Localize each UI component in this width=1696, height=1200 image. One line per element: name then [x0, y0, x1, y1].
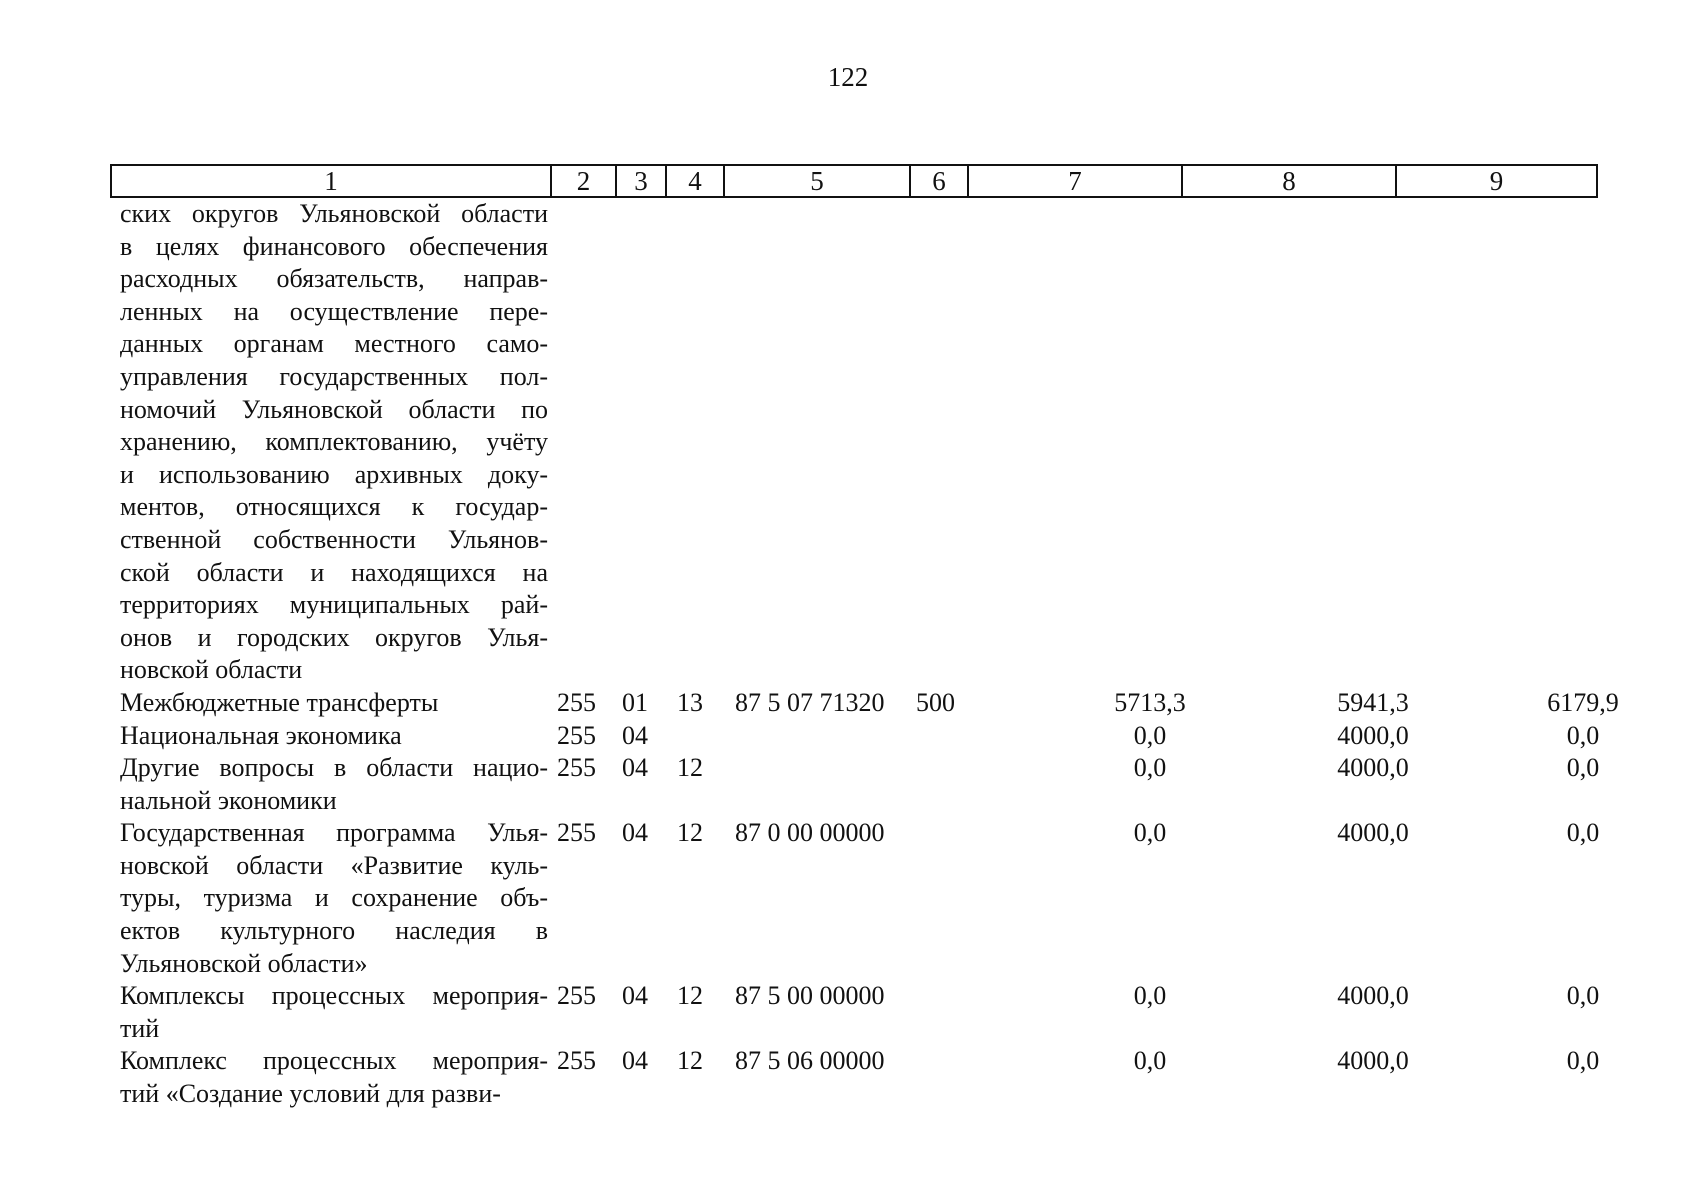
col-8-amount: 4000,0 [1337, 1046, 1409, 1076]
table-body [110, 198, 1619, 1111]
table-row [110, 980, 1598, 1045]
col-8-amount: 5941,3 [1337, 687, 1409, 717]
col-3-section: 01 [622, 687, 648, 717]
col-4-subsection: 12 [677, 981, 703, 1011]
col-7-amount: 0,0 [1133, 753, 1167, 783]
col-7-amount: 0,0 [1133, 981, 1167, 1011]
row-description [120, 1045, 548, 1110]
header-col-4: 4 [667, 166, 725, 196]
col-9-amount: 0,0 [1566, 720, 1600, 750]
col-9-amount: 0,0 [1566, 1046, 1600, 1076]
col-3-section: 04 [622, 1046, 648, 1076]
description-line: и использованию архивных доку- [120, 459, 548, 489]
table-row [110, 752, 1598, 817]
col-4-subsection: 12 [677, 1046, 703, 1076]
description-line: Ульяновской области» [120, 948, 368, 978]
col-2-code: 255 [557, 1046, 596, 1076]
col-5-target-article: 87 5 00 00000 [735, 981, 885, 1011]
description-line: в целях финансового обеспечения [120, 231, 548, 261]
description-line: ментов, относящихся к государ- [120, 492, 548, 522]
col-9-amount: 0,0 [1566, 818, 1600, 848]
description-line: тий [120, 1013, 160, 1043]
description-line: новской области [120, 655, 303, 685]
description-line: хранению, комплектованию, учёту [120, 427, 548, 457]
col-8-amount: 4000,0 [1337, 818, 1409, 848]
table-row [110, 687, 1619, 720]
col-3-section: 04 [622, 981, 648, 1011]
header-col-3: 3 [617, 166, 667, 196]
header-col-7: 7 [969, 166, 1183, 196]
description-line: территориях муниципальных рай- [120, 590, 548, 620]
col-5-target-article: 87 5 06 00000 [735, 1046, 885, 1076]
col-6-expense-type: 500 [916, 687, 955, 717]
description-line: расходных обязательств, направ- [120, 264, 548, 294]
description-line: управления государственных пол- [120, 361, 548, 391]
col-4-subsection: 12 [677, 753, 703, 783]
description-line: Другие вопросы в области нацио- [120, 753, 548, 783]
col-2-code: 255 [557, 818, 596, 848]
description-line: ственной собственности Ульянов- [120, 524, 548, 554]
description-line: данных органам местного само- [120, 329, 548, 359]
col-9-amount: 0,0 [1566, 981, 1600, 1011]
col-2-code: 255 [557, 720, 596, 750]
col-5-target-article: 87 0 00 00000 [735, 818, 885, 848]
description-line: нальной экономики [120, 785, 337, 815]
description-line: тий «Создание условий для разви- [120, 1079, 501, 1109]
col-8-amount: 4000,0 [1337, 720, 1409, 750]
description-line: туры, туризма и сохранение объ- [120, 883, 548, 913]
col-7-amount: 5713,3 [1114, 687, 1186, 717]
col-3-section: 04 [622, 753, 648, 783]
header-col-8: 8 [1183, 166, 1397, 196]
col-7-amount: 0,0 [1133, 818, 1167, 848]
table-header-row [110, 164, 1598, 198]
table-row [110, 720, 1598, 753]
header-col-5: 5 [725, 166, 911, 196]
description-line: Государственная программа Улья- [120, 818, 548, 848]
description-line: онов и городских округов Улья- [120, 622, 548, 652]
description-line: Комплекс процессных мероприя- [120, 1046, 548, 1076]
col-5-target-article: 87 5 07 71320 [735, 687, 885, 717]
description-line: ской области и находящихся на [120, 557, 548, 587]
header-col-2: 2 [552, 166, 617, 196]
col-8-amount: 4000,0 [1337, 753, 1409, 783]
col-3-section: 04 [622, 720, 648, 750]
row-description [120, 817, 548, 980]
description-line: ских округов Ульяновской области [120, 199, 548, 228]
table-row [110, 817, 1598, 980]
col-2-code: 255 [557, 687, 596, 717]
col-8-amount: 4000,0 [1337, 981, 1409, 1011]
table-row [110, 198, 1598, 687]
description-line: ленных на осуществление пере- [120, 296, 548, 326]
col-7-amount: 0,0 [1133, 720, 1167, 750]
budget-table [110, 164, 1619, 1111]
description-line: Межбюджетные трансферты [120, 687, 439, 717]
col-9-amount: 0,0 [1566, 753, 1600, 783]
description-line: номочий Ульяновской области по [120, 394, 548, 424]
row-description [120, 752, 548, 817]
row-description [120, 198, 548, 687]
description-line: Национальная экономика [120, 720, 402, 750]
description-line: новской области «Развитие куль- [120, 850, 548, 880]
description-line: Комплексы процессных мероприя- [120, 981, 548, 1011]
table-row [110, 1045, 1598, 1110]
row-description [120, 980, 548, 1045]
col-9-amount: 6179,9 [1547, 687, 1619, 717]
col-4-subsection: 13 [677, 687, 703, 717]
header-col-1: 1 [112, 166, 552, 196]
col-3-section: 04 [622, 818, 648, 848]
col-2-code: 255 [557, 981, 596, 1011]
description-line: ектов культурного наследия в [120, 916, 548, 946]
col-7-amount: 0,0 [1133, 1046, 1167, 1076]
header-col-6: 6 [911, 166, 969, 196]
col-2-code: 255 [557, 753, 596, 783]
page-number: 122 [827, 62, 869, 92]
header-col-9: 9 [1489, 166, 1504, 196]
col-4-subsection: 12 [677, 818, 703, 848]
row-description [120, 720, 548, 753]
row-description [120, 687, 548, 720]
